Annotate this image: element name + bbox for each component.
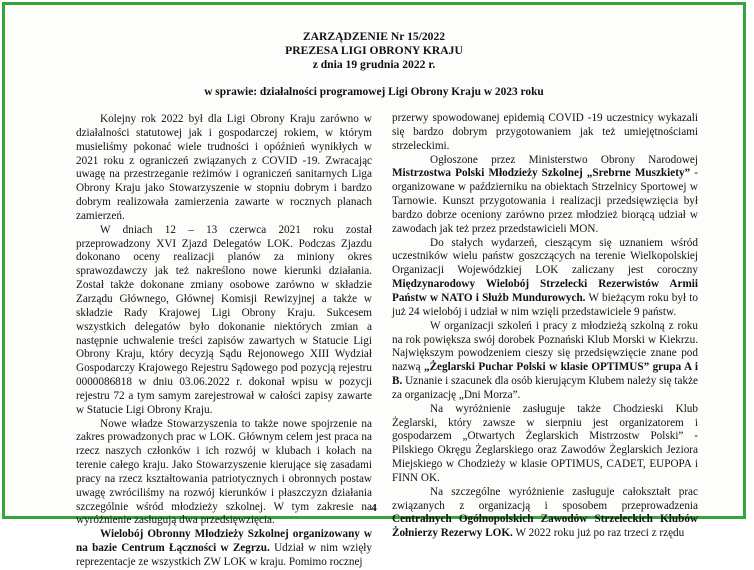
- paragraph: Na wyróżnienie zasługuje także Chodzieski Klub Żeglarski, który zawsze w sierpniu jest organizatorem i gospodarzem „Otwartych Żeglarskich Mistrzostw Polski” - Pilskiego Okręgu Żeglarskiego oraz Zawodów Żeglarskich Jeziora Miejskiego w Chodzieży w klasie OPTIMUS, CADET, EUPOPA i FINN OK.: [392, 402, 698, 484]
- paragraph-text: Udział w nim wzięły reprezentacje ze wszystkich ZW LOK w kraju. Pomimo rocznej: [76, 542, 372, 568]
- document-frame: [2, 2, 746, 568]
- paragraph-text: Do stałych wydarzeń, cieszącym się uznaniem wśród uczestników wielu państw goszczących na terenie Wielkopolskiej Organizacji Wojewódzkiej LOK zaliczany jest coroczny: [392, 236, 698, 277]
- bold-text: Mistrzostwa Polski Młodzieży Szkolnej „Srebrne Muszkiety”: [392, 167, 691, 180]
- paragraph-text: Na szczególne wyróżnienie zasługuje całokształt prac związanych z organizacją i sposobem przeprowadzenia: [392, 485, 698, 512]
- paragraph-text: Uznanie i szacunek dla osób kierującym Klubem należy się także za organizację „Dni Morza”.: [392, 375, 698, 401]
- paragraph-text: W organizacji szkoleń i pracy z młodzieżą szkolną z roku na rok powiększa swój dorobek Poznański Klub Morski w Kiekrzu. Największym powodzeniem cieszy się przedsięwzięcie znane pod nazwą: [392, 319, 698, 374]
- header-issuer: PREZESA LIGI OBRONY KRAJU: [285, 44, 463, 57]
- paragraph: [392, 154, 698, 237]
- document-subject: w sprawie: działalności programowej Ligi Obrony Kraju w 2023 roku: [204, 86, 544, 98]
- paragraph: W dniach 12 – 13 czerwca 2021 roku został przeprowadzony XVI Zjazd Delegatów LOK. Podczas Zjazdu dokonano oceny realizacji planów za miniony okres sprawozdawczy jak też nakreślono nowe kierunki działania. Został także dokonane zmiany osobowe zarówno w składzie Zarządu Głównego, Głównej Komisji Rewizyjnej a także w składzie Rady Krajowej Ligi Obrony Kraju. Sukcesem wszystkich delegatów było dokonanie niektórych zmian a następnie uchwalenie treści zapisów zawartych w Statucie Ligi Obrony Kraju, który decyzją Sądu Rejonowego XIII Wydział Gospodarczy Krajowego Rejestru Sądowego pod pozycją rejestru 0000086818 w dniu 03.06.2022 r. dokonał wpisu w pozycji rejestru 72 a tym samym zarejestrował w całości zapisy zawarte w Statucie Ligi Obrony Kraju.: [76, 223, 372, 416]
- paragraph-text: Ogłoszone przez Ministerstwo Obrony Narodowej: [430, 153, 698, 166]
- bold-text: „Żeglarski Puchar Polski w klasie OPTIMUS” grupa A i B.: [392, 361, 698, 388]
- bold-text: Międzynarodowy Wielobój Strzelecki Rezerwistów Armii Państw w NATO i Służb Mundurowych.: [392, 278, 698, 304]
- paragraph-text: W bieżącym roku był to już 24 wielobój i udział w nim wzięli przedstawiciele 9 państw.: [392, 291, 698, 318]
- paragraph: Nowe władze Stowarzyszenia to także nowe spojrzenie na zakres prowadzonych prac w LOK. Głównym celem jest praca na rzecz naszych członków i ich rozwój w klubach i kołach na terenie całego kraju. Jako Stowarzyszenie kierujące się zasadami pracy na rzecz kształtowania patriotycznych i obronnych postaw uwagę zwróciliśmy na rozwój kierunków i płaszczyzn działania szczególnie wśród młodzieży szkolnej. W tym zakresie na wyróżnienie zasługują dwa przedsięwzięcia.: [76, 417, 372, 527]
- paragraph: [392, 237, 698, 320]
- paragraph: przerwy spowodowanej epidemią COVID -19 uczestnicy wykazali się bardzo dobrym przygotowaniem jak też umiejętnościami strzeleckimi.: [392, 112, 698, 152]
- paragraph: [76, 528, 372, 570]
- header-date: z dnia 19 grudnia 2022 r.: [312, 58, 436, 71]
- header-title: ZARZĄDZENIE Nr 15/2022: [302, 30, 446, 43]
- paragraph-text: W 2022 roku już po raz trzeci z rzędu: [512, 527, 685, 540]
- bold-text: Wielobój Obronny Młodzieży Szkolnej organizowany w na bazie Centrum Łączności w Zegrzu.: [76, 528, 372, 555]
- bold-text: Centralnych Ogólnopolskich Zawodów Strzeleckich Klubów Żołnierzy Rezerwy LOK.: [392, 513, 698, 540]
- paragraph-text: - organizowane w październiku na obiektach Strzelnicy Sportowej w Tarnowie. Kunszt przygotowania i realizacji przedsięwzięcia był bardzo dobrze oceniony zarówno przez młodzież biorącą udział w zawodach jak też przez przedstawicieli MON.: [392, 167, 698, 235]
- page-number: 4: [371, 502, 377, 514]
- paragraph: Kolejny rok 2022 był dla Ligi Obrony Kraju zarówno w działalności statutowej jak i gospodarczej rokiem, w którym musieliśmy pokonać wiele trudności i opóźnień wynikłych w 2021 roku z ograniczeń związanych z COVID -19. Zwracając uwagę na przestrzeganie reżimów i ograniczeń sanitarnych Liga Obrony Kraju jako Stowarzyszenie w stopniu dobrym i bardzo dobrym realizowała zamierzenia zawarte w rocznych planach zamierzeń.: [76, 113, 372, 222]
- paragraph: [392, 320, 698, 403]
- document-header: [5, 30, 743, 72]
- right-column: [392, 112, 698, 541]
